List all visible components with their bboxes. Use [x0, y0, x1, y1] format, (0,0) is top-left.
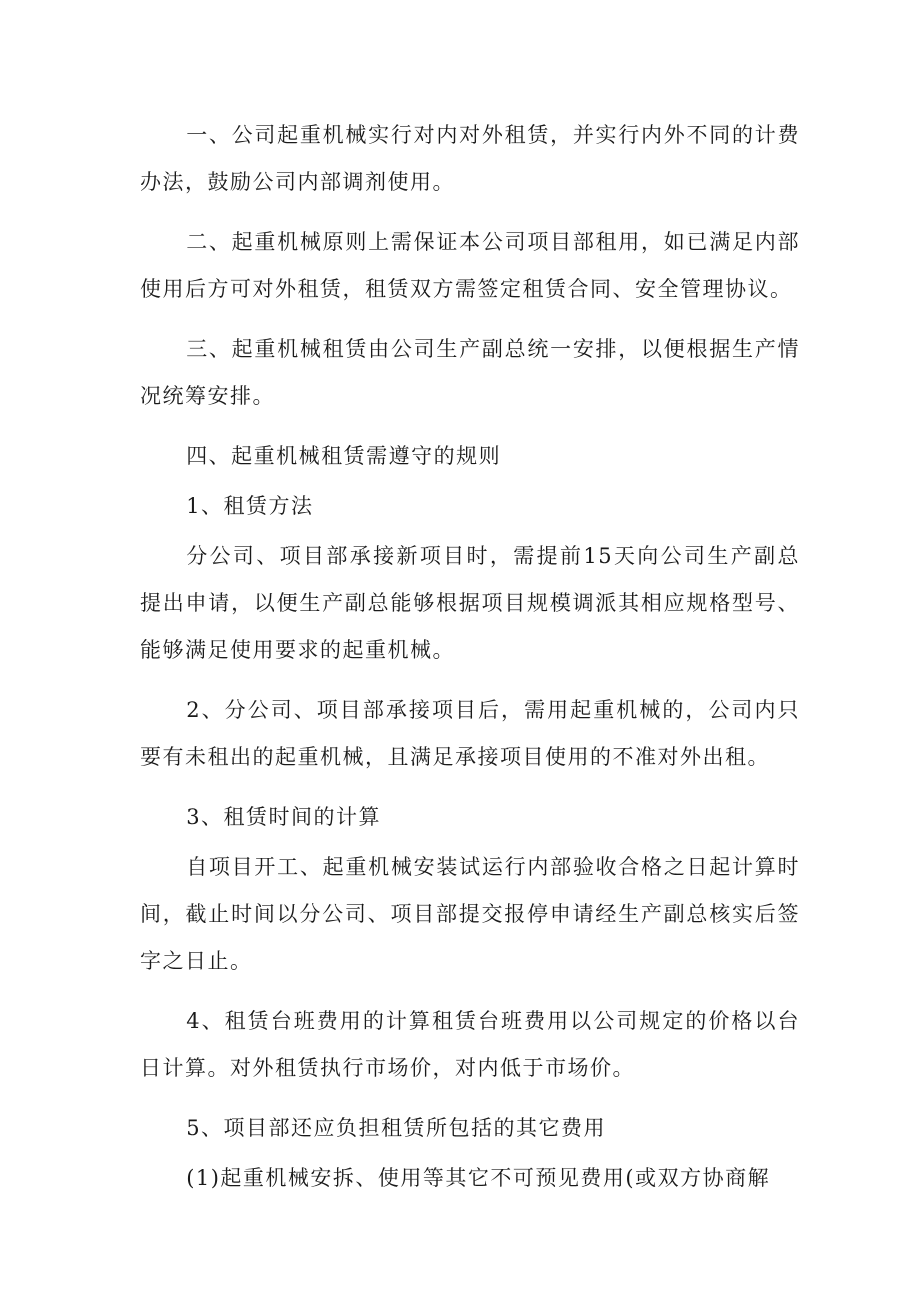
paragraph-item-4: 4、租赁台班费用的计算租赁台班费用以公司规定的价格以台日计算。对外租赁执行市场价，对内低于市场价。 [140, 1009, 800, 1080]
paragraph-1: 一、公司起重机械实行对内对外租赁，并实行内外不同的计费办法，鼓励公司内部调剂使用。 [140, 123, 800, 194]
paragraph-2: 二、起重机械原则上需保证本公司项目部租用，如已满足内部使用后方可对外租赁，租赁双方需签定租赁合同、安全管理协议。 [140, 230, 800, 301]
paragraph-item-2: 2、分公司、项目部承接项目后，需用起重机械的，公司内只要有未租出的起重机械，且满足承接项目使用的不准对外出租。 [140, 698, 800, 769]
document-body [140, 112, 800, 1215]
subheading-other-costs: 5、项目部还应负担租赁所包括的其它费用 [186, 1116, 607, 1140]
section-heading-4: 四、起重机械租赁需遵守的规则 [186, 444, 502, 468]
paragraph-other-costs-1: (1)起重机械安拆、使用等其它不可预见费用(或双方协商解 [186, 1166, 771, 1190]
paragraph-rental-time: 自项目开工、起重机械安装试运行内部验收合格之日起计算时间，截止时间以分公司、项目部提交报停申请经生产副总核实后签字之日止。 [140, 855, 800, 973]
paragraph-rental-method: 分公司、项目部承接新项目时，需提前15天向公司生产副总提出申请，以便生产副总能够根据项目规模调派其相应规格型号、能够满足使用要求的起重机械。 [140, 544, 800, 662]
subheading-rental-method: 1、租赁方法 [186, 494, 314, 518]
paragraph-3: 三、起重机械租赁由公司生产副总统一安排，以便根据生产情况统筹安排。 [140, 337, 800, 408]
subheading-rental-time: 3、租赁时间的计算 [186, 805, 382, 829]
